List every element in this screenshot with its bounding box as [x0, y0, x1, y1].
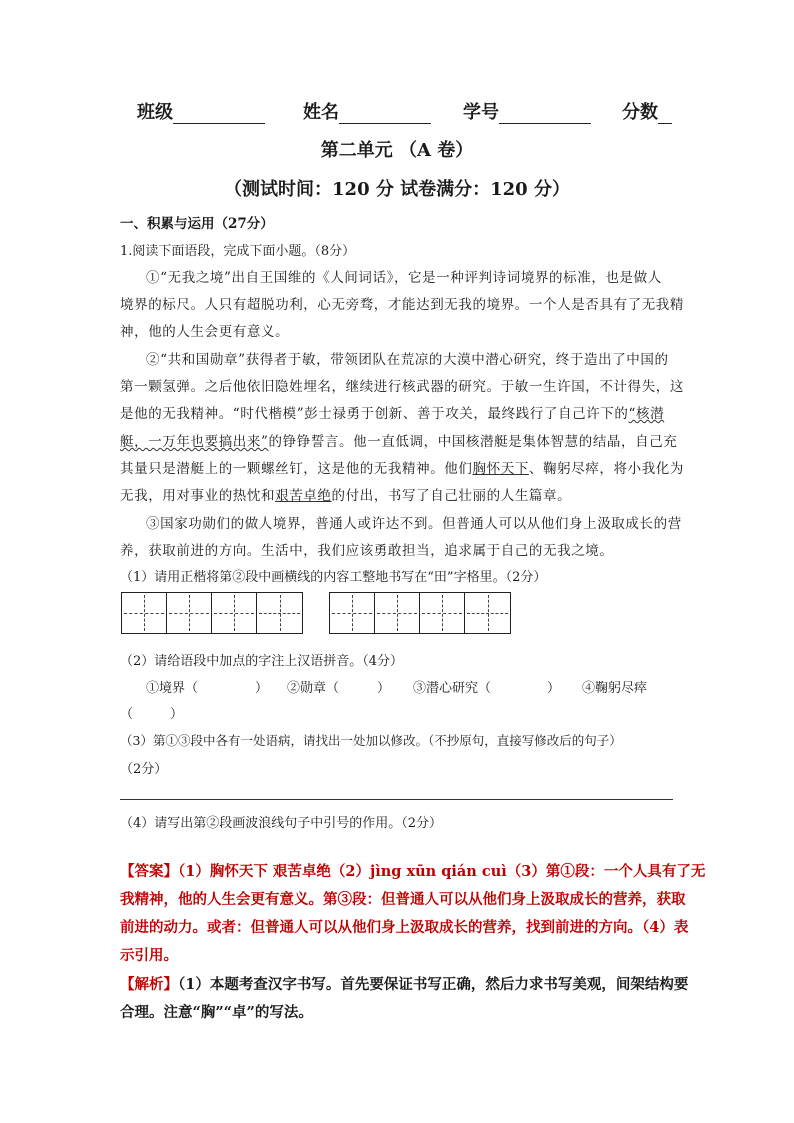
- sub-question-1: （1）请用正楷将第②段中画横线的内容工整地书写在“田”字格里。（2分）: [120, 570, 547, 585]
- answer-line-4: 示引用。: [120, 947, 178, 964]
- grid-cell[interactable]: [330, 593, 375, 633]
- grid-cell[interactable]: [257, 593, 302, 633]
- answer-text: （1）胸怀天下 艰苦卓绝（2）jìng xūn qián cuì（3）第①段：一个人具有了无: [178, 863, 706, 880]
- grid-cell[interactable]: [420, 593, 465, 633]
- id-blank[interactable]: [499, 105, 591, 124]
- paragraph-2-line: [120, 430, 677, 450]
- sub-question-3: （3）第①③段中各有一处语病，请找出一处加以修改。（不抄原句，直接写修改后的句子）: [120, 733, 622, 748]
- paragraph-2-line: 第一颗氢弹。之后他依旧隐姓埋名，继续进行核武器的研究。于敏一生许国，不计得失，这: [120, 379, 684, 395]
- text-segment: 是他的无我精神。“时代楷模”彭士禄勇于创新、善于攻关，最终践行了自己许下的: [120, 406, 629, 422]
- id-field: [463, 98, 591, 124]
- name-blank[interactable]: [339, 105, 431, 124]
- paragraph-2-line: ②“共和国勋章”获得者于敏，带领团队在荒凉的大漠中潜心研究，终于造出了中国的: [146, 352, 669, 368]
- paragraph-3-line: 养，获取前进的方向。生活中，我们应该勇敢担当，追求属于自己的无我之境。: [120, 543, 614, 559]
- paragraph-1-line: 神，他的人生会更有意义。: [120, 324, 290, 340]
- grid-cell[interactable]: [465, 593, 510, 633]
- paragraph-2-line: [120, 457, 684, 477]
- analysis-text: （1）本题考查汉字书写。首先要保证书写正确，然后力求书写美观，间架结构要: [178, 976, 689, 993]
- grid-cell[interactable]: [212, 593, 257, 633]
- analysis-tag: 【解析】: [120, 976, 178, 993]
- tianzige-grid[interactable]: [121, 592, 303, 634]
- pinyin-item: ）: [547, 681, 561, 696]
- answer-tag: 【答案】: [120, 863, 178, 880]
- analysis-line-1: [120, 973, 688, 994]
- section-heading: 一、积累与运用（27分）: [120, 216, 274, 232]
- grid-cell[interactable]: [375, 593, 420, 633]
- paragraph-3-line: ③国家功勋们的做人境界，普通人或许达不到。但普通人可以从他们身上汲取成长的营: [146, 516, 682, 532]
- text-segment: 的铮铮誓言。他一直低调，中国核潜艇是集体智慧的结晶，自己充: [268, 434, 678, 450]
- sub-question-3-score: （2分）: [120, 762, 168, 777]
- page-subtitle: （测试时间：120 分 试卷满分：120 分）: [224, 179, 570, 200]
- answer-line-2: 我精神，他的人生会更有意义。第③段：但普通人可以从他们身上汲取成长的营养，获取: [120, 891, 686, 908]
- paragraph-2-line: [120, 402, 664, 422]
- paragraph-1-line: 境界的标尺。人只有超脱功利，心无旁骛，才能达到无我的境界。一个人是否具有了无我精: [120, 297, 684, 313]
- score-label: 分数: [622, 102, 658, 123]
- paragraph-1-line: ①“无我之境”出自王国维的《人间词话》，它是一种评判诗词境界的标准，也是做人: [146, 270, 662, 286]
- pinyin-item: ④鞠躬尽瘁: [582, 681, 648, 696]
- text-segment: 无我，用对事业的热忱和: [120, 488, 276, 504]
- wavy-quote: 艇，一万年也要搞出来”: [120, 434, 269, 450]
- underlined-phrase: 胸怀天下: [472, 461, 529, 477]
- page-title: 第二单元 （A 卷）: [320, 140, 474, 161]
- paragraph-2-line: [120, 484, 571, 504]
- class-label: 班级: [137, 102, 173, 123]
- pinyin-item: ）: [255, 681, 269, 696]
- id-label: 学号: [463, 102, 499, 123]
- text-segment: 、鞠躬尽瘁，将小我化为: [528, 461, 685, 477]
- score-field: [622, 98, 672, 124]
- grid-cell[interactable]: [122, 593, 167, 633]
- pinyin-item: ③潜心研究（: [413, 681, 492, 696]
- tianzige-grid[interactable]: [329, 592, 511, 634]
- text-segment: 其量只是潜艇上的一颗螺丝钉，这是他的无我精神。他们: [120, 461, 473, 477]
- question-1: 1.阅读下面语段，完成下面小题。（8分）: [120, 244, 356, 259]
- analysis-line-2: 合理。注意“胸”“卓”的写法。: [120, 1004, 313, 1021]
- sub-question-4: （4）请写出第②段画波浪线句子中引号的作用。（2分）: [120, 816, 443, 831]
- score-blank[interactable]: [658, 105, 672, 124]
- class-blank[interactable]: [173, 105, 265, 124]
- sub-question-2: （2）请给语段中加点的字注上汉语拼音。（4分）: [120, 654, 404, 669]
- answer-line-1: [120, 860, 705, 881]
- pinyin-item: ）: [377, 681, 391, 696]
- answer-line-3: 前进的动力。或者：但普通人可以从他们身上汲取成长的营养，找到前进的方向。（4）表: [120, 919, 689, 936]
- pinyin-item: ①境界（: [146, 681, 199, 696]
- header-row: [0, 98, 794, 124]
- grid-cell[interactable]: [167, 593, 212, 633]
- pinyin-item: ②勋章（: [287, 681, 340, 696]
- answer-line[interactable]: [120, 799, 673, 800]
- pinyin-item: （: [120, 707, 134, 722]
- class-field: [137, 98, 265, 124]
- name-field: [303, 98, 431, 124]
- underlined-phrase: 艰苦卓绝: [275, 488, 332, 504]
- name-label: 姓名: [303, 102, 339, 123]
- wavy-quote: “核潜: [628, 406, 665, 422]
- text-segment: 的付出，书写了自己壮丽的人生篇章。: [331, 488, 572, 504]
- pinyin-item: ）: [170, 707, 184, 722]
